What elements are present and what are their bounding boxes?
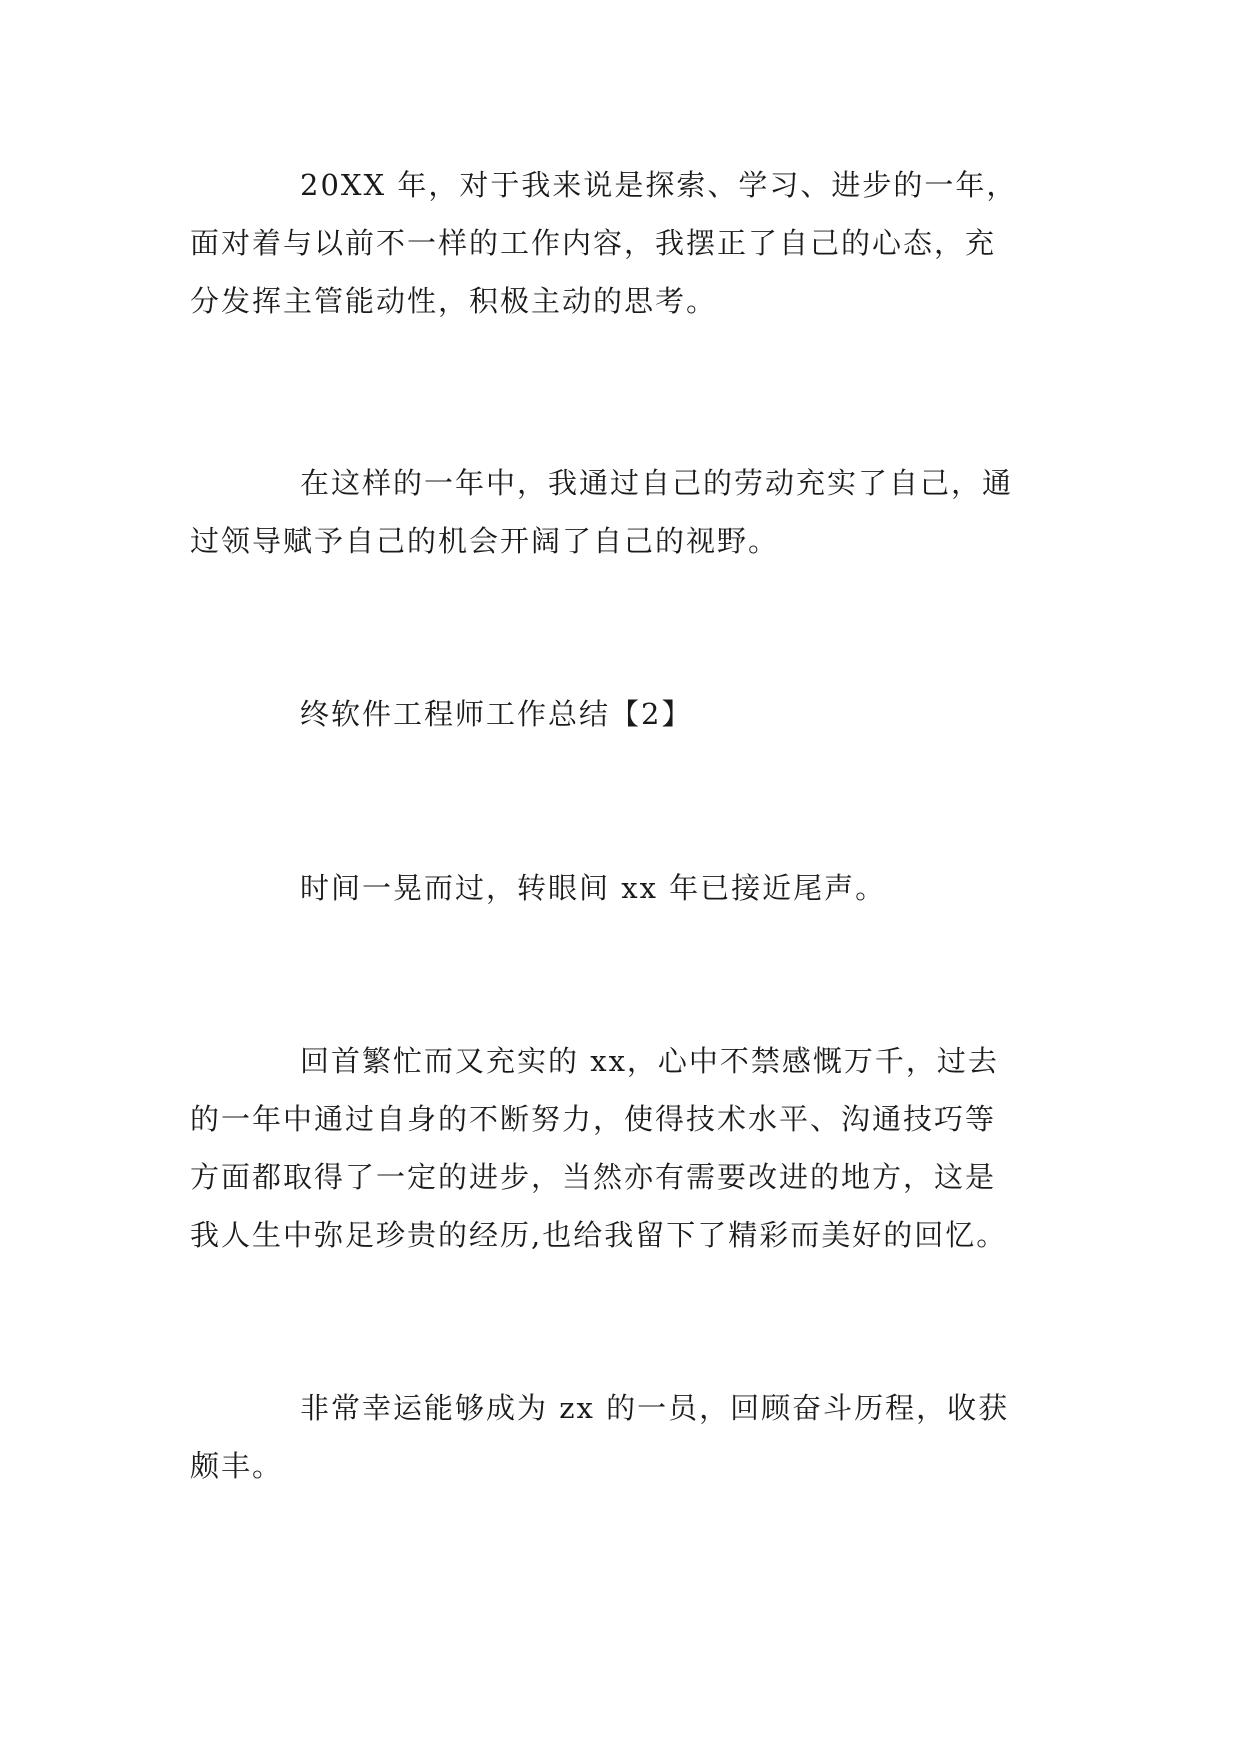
text-line: 的一年中通过自身的不断努力，使得技术水平、沟通技巧等 <box>190 1102 997 1136</box>
heading-text: 终软件工程师工作总结【2】 <box>300 697 693 731</box>
text-line: 颇丰。 <box>190 1449 284 1483</box>
paragraph-fortunate <box>190 1379 1060 1495</box>
text-line: 分发挥主管能动性，积极主动的思考。 <box>190 284 718 318</box>
text-line: 回首繁忙而又充实的 xx，心中不禁感慨万千，过去 <box>300 1044 999 1078</box>
text-line: 面对着与以前不一样的工作内容，我摆正了自己的心态，充 <box>190 226 997 260</box>
text-line: 我人生中弥足珍贵的经历,也给我留下了精彩而美好的回忆。 <box>190 1218 1008 1252</box>
text-line: 20XX 年，对于我来说是探索、学习、进步的一年， <box>300 168 1018 202</box>
section-heading <box>190 685 1060 743</box>
text-line: 方面都取得了一定的进步，当然亦有需要改进的地方，这是 <box>190 1160 997 1194</box>
paragraph-time-passes <box>190 859 1060 917</box>
paragraph-reflection <box>190 1032 1060 1264</box>
text-line: 非常幸运能够成为 zx 的一员，回顾奋斗历程，收获 <box>300 1391 1010 1425</box>
paragraph-growth <box>190 454 1060 570</box>
text-line: 过领导赋予自己的机会开阔了自己的视野。 <box>190 524 780 558</box>
text-line: 时间一晃而过，转眼间 xx 年已接近尾声。 <box>300 871 887 905</box>
text-line: 在这样的一年中，我通过自己的劳动充实了自己，通 <box>300 466 1014 500</box>
paragraph-intro-year <box>190 156 1060 330</box>
